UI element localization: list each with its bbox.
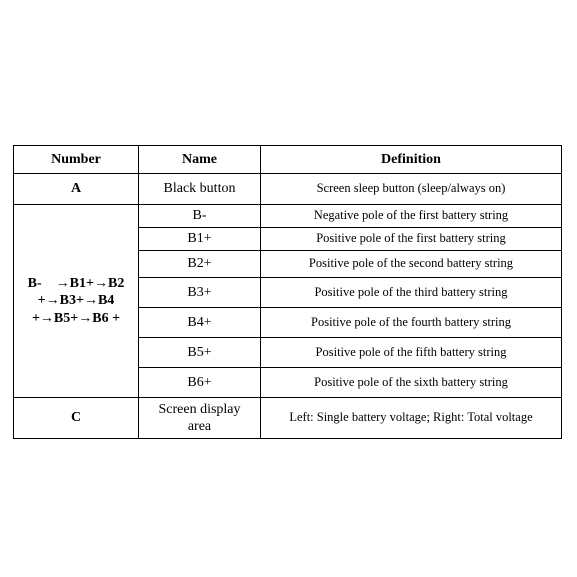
header-number: Number: [14, 146, 139, 174]
number-cell: A: [14, 174, 139, 205]
header-row: [14, 146, 562, 174]
name-cell: B5+: [139, 338, 261, 368]
name-cell: [139, 398, 261, 439]
definition-cell: Screen sleep button (sleep/always on): [261, 174, 562, 205]
name-cell: B2+: [139, 251, 261, 278]
definition-cell: Positive pole of the fourth battery string: [261, 308, 562, 338]
definition-cell: Positive pole of the sixth battery string: [261, 368, 562, 398]
name-cell: B6+: [139, 368, 261, 398]
table-row: [14, 398, 562, 439]
name-cell: B-: [139, 205, 261, 228]
name-cell: B3+: [139, 278, 261, 308]
table-row: [14, 205, 562, 228]
header-name: Name: [139, 146, 261, 174]
name-line: Screen display: [158, 401, 241, 417]
definition-cell: Positive pole of the fifth battery string: [261, 338, 562, 368]
number-line: +→B3+→B4: [37, 293, 115, 309]
name-cell: B4+: [139, 308, 261, 338]
number-line: +→B5+→B6 +: [31, 310, 121, 326]
definition-cell: Negative pole of the first battery string: [261, 205, 562, 228]
number-cell-merged: [14, 205, 139, 398]
header-definition: Definition: [261, 146, 562, 174]
number-line: B- →B1+→B2: [27, 275, 125, 291]
definition-cell: Positive pole of the first battery string: [261, 228, 562, 251]
spec-table: [13, 145, 562, 439]
table-row: [14, 174, 562, 205]
definition-cell: Left: Single battery voltage; Right: Total voltage: [261, 398, 562, 439]
name-cell: Black button: [139, 174, 261, 205]
definition-cell: Positive pole of the second battery string: [261, 251, 562, 278]
number-cell: C: [14, 398, 139, 439]
name-line: area: [187, 419, 212, 434]
name-cell: B1+: [139, 228, 261, 251]
definition-cell: Positive pole of the third battery string: [261, 278, 562, 308]
